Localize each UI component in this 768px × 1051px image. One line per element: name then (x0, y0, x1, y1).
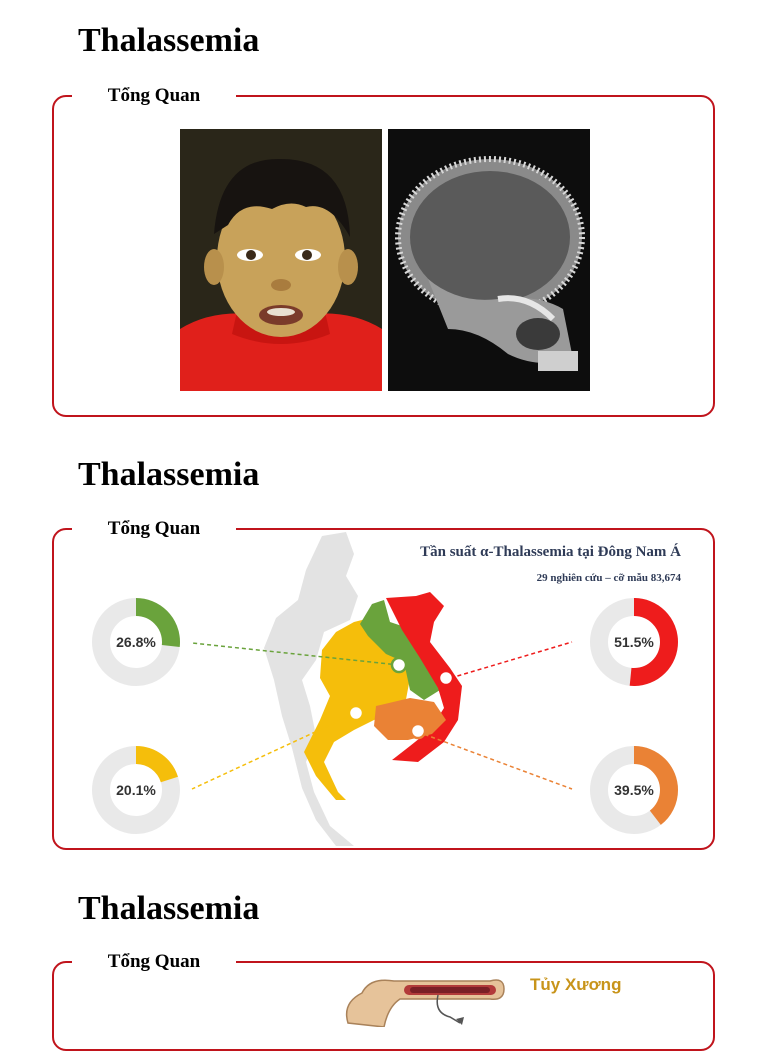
marker-orange (411, 724, 425, 738)
donut-value-label: 51.5% (614, 634, 654, 650)
child-face-photo (180, 129, 382, 391)
connector-orange (418, 732, 572, 789)
donut-value-label: 39.5% (614, 782, 654, 798)
skull-xray-photo (388, 129, 590, 391)
donut-green (88, 594, 184, 690)
connector-red (444, 642, 572, 680)
slide-3-section-label: Tổng Quan (72, 949, 236, 975)
slide-3-panel (52, 951, 715, 1051)
bone-marrow-label: Tủy Xương (530, 975, 622, 994)
slide-2-panel (52, 518, 715, 850)
slide-2-title: Thalassemia (78, 456, 260, 493)
chart-subtitle: 29 nghiên cứu – cỡ mẫu 83,674 (536, 572, 681, 584)
bone-marrow-illustration (340, 973, 520, 1027)
donut-orange (586, 742, 682, 838)
slide-1-panel (52, 85, 715, 417)
slide-3-title: Thalassemia (78, 890, 260, 927)
marker-red (439, 671, 453, 685)
donut-value-label: 20.1% (116, 782, 156, 798)
donut-value-label: 26.8% (116, 634, 156, 650)
slide-2-section-label: Tổng Quan (72, 516, 236, 542)
slide-1-section-label: Tổng Quan (72, 83, 236, 109)
chart-title: Tần suất α-Thalassemia tại Đông Nam Á (420, 544, 681, 560)
marker-green (392, 658, 406, 672)
donut-yellow (88, 742, 184, 838)
marker-yellow (349, 706, 363, 720)
slide-1-title: Thalassemia (78, 22, 260, 59)
donut-red (586, 594, 682, 690)
